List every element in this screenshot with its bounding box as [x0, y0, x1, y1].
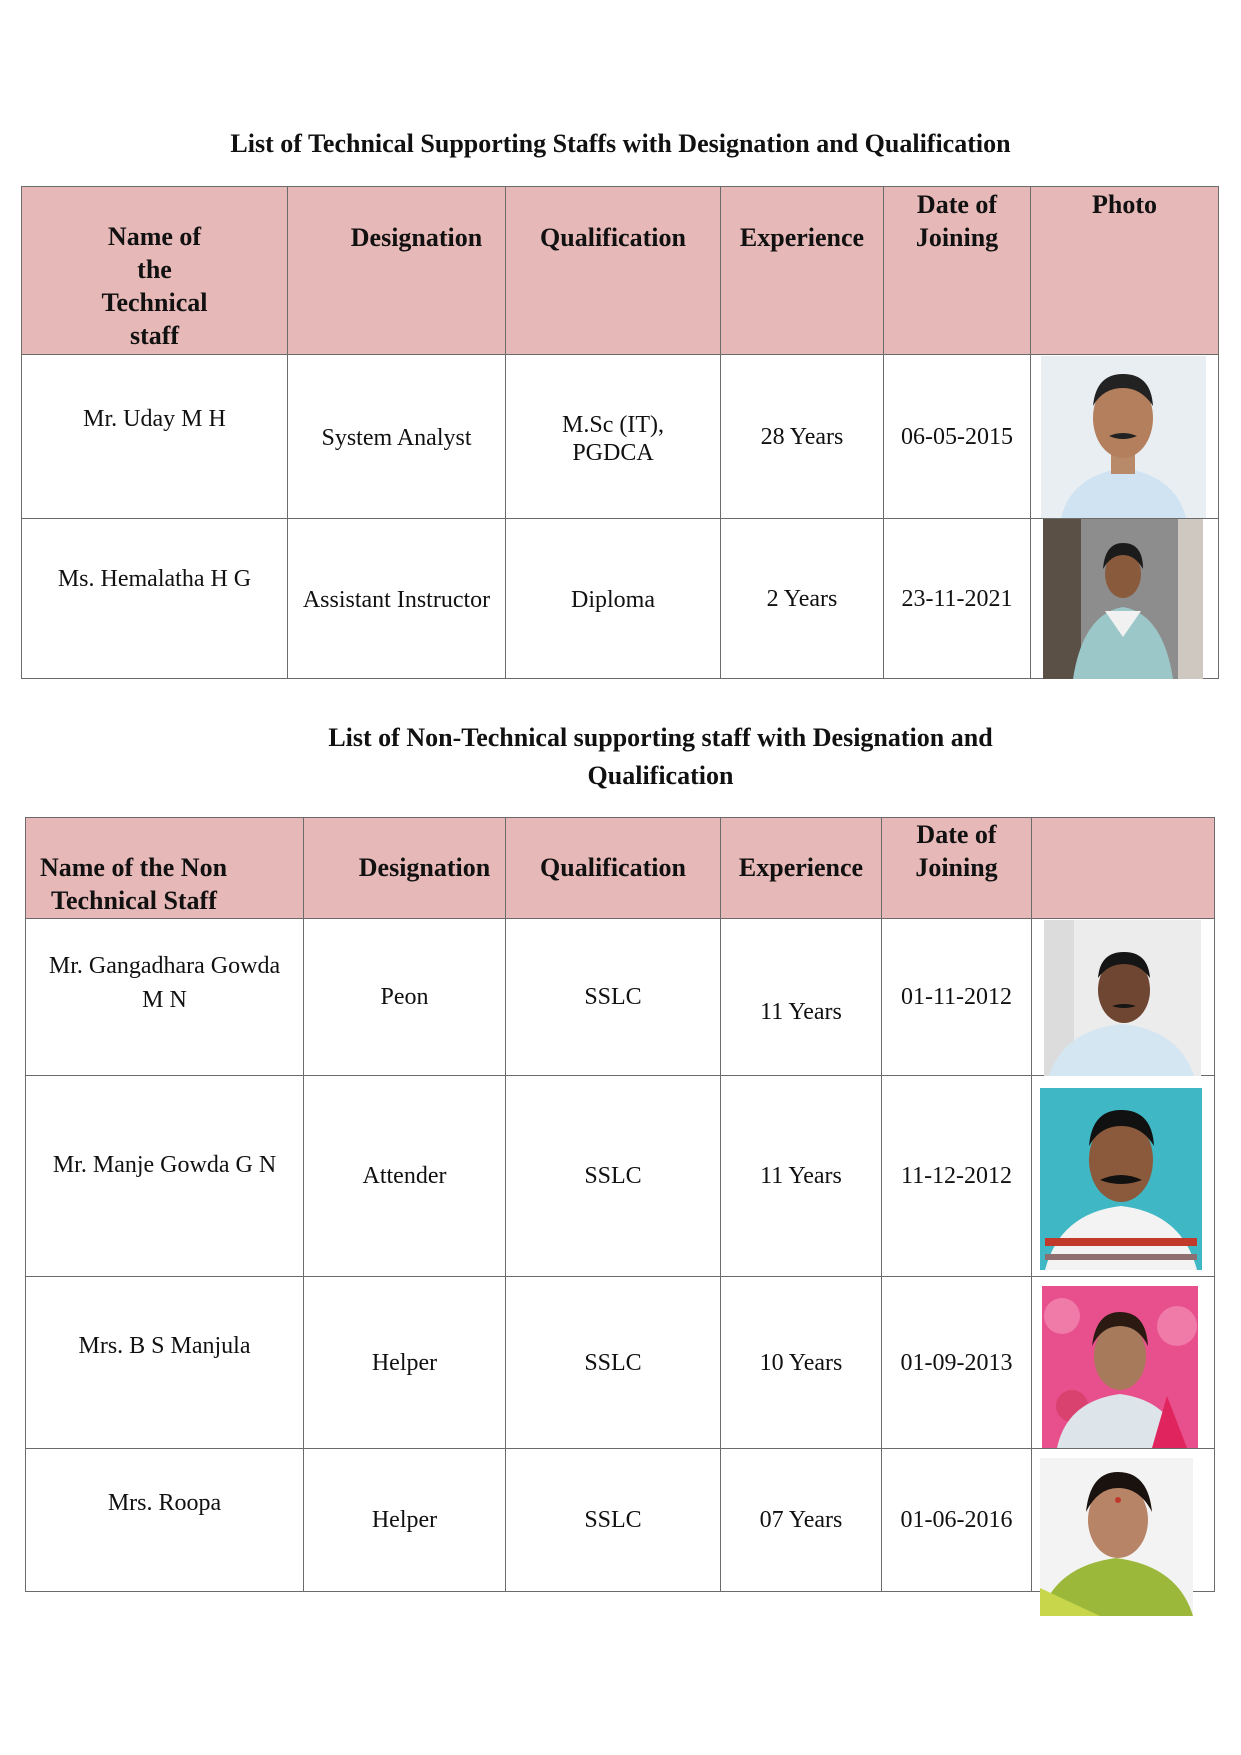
staff-name: [26, 1277, 304, 1449]
staff-photo-cell: [1032, 919, 1215, 1076]
staff-designation: Assistant Instructor: [288, 519, 506, 679]
staff-date-of-joining: 23-11-2021: [884, 519, 1031, 679]
non-technical-staff-table: [25, 817, 1215, 1592]
staff-designation: Attender: [304, 1076, 506, 1277]
staff-photo: [1041, 356, 1206, 518]
staff-photo-cell: [1031, 519, 1219, 679]
header-qualification: Qualification: [506, 187, 721, 355]
technical-staff-title: List of Technical Supporting Staffs with Designation and Qualification: [230, 129, 1011, 158]
staff-qualification: [506, 355, 721, 519]
qualification-line: Diploma: [571, 586, 655, 613]
portrait-image: [1043, 519, 1203, 679]
header-doj-line: Date of: [916, 190, 998, 219]
header-date-of-joining: [882, 818, 1032, 919]
header-designation: Designation: [288, 187, 506, 355]
staff-photo-cell: [1032, 1076, 1215, 1277]
staff-designation: System Analyst: [288, 355, 506, 519]
staff-experience: 2 Years: [721, 519, 884, 679]
header-experience: Experience: [721, 187, 884, 355]
staff-experience: 07 Years: [721, 1449, 882, 1592]
staff-experience: 10 Years: [721, 1277, 882, 1449]
title-line: Qualification: [587, 761, 734, 790]
portrait-image: [1042, 1286, 1198, 1448]
staff-date-of-joining: 06-05-2015: [884, 355, 1031, 519]
staff-photo-cell: [1031, 355, 1219, 519]
header-name-line: Technical: [101, 287, 208, 317]
staff-photo: [1040, 1088, 1202, 1270]
staff-designation: Helper: [304, 1449, 506, 1592]
staff-designation: Peon: [304, 919, 506, 1076]
staff-name: [26, 1076, 304, 1277]
header-experience: Experience: [721, 818, 882, 919]
header-name: [22, 187, 288, 355]
table-row: [22, 355, 1219, 519]
staff-qualification: SSLC: [506, 1076, 721, 1277]
staff-name-line: Mr. Gangadhara Gowda: [48, 953, 281, 979]
staff-name-line: Mr. Manje Gowda G N: [52, 1152, 277, 1178]
table-row: [26, 919, 1215, 1076]
header-name-line: Name of: [107, 221, 202, 251]
staff-experience: 28 Years: [721, 355, 884, 519]
header-name-line: the: [137, 254, 172, 284]
staff-name: [26, 919, 304, 1076]
qualification-line: PGDCA: [572, 439, 654, 466]
table-row: [26, 1076, 1215, 1277]
header-photo: Photo: [1031, 187, 1219, 355]
staff-date-of-joining: 01-06-2016: [882, 1449, 1032, 1592]
staff-photo: [1044, 920, 1201, 1076]
staff-name: Ms. Hemalatha H G: [22, 519, 288, 679]
non-technical-header-row: [26, 818, 1215, 919]
table-row: [26, 1277, 1215, 1449]
header-doj-line: Joining: [915, 853, 998, 882]
portrait-image: [1041, 356, 1206, 518]
staff-photo: [1042, 1286, 1198, 1448]
portrait-image: [1040, 1088, 1202, 1270]
header-date-of-joining: [884, 187, 1031, 355]
header-name-line: staff: [129, 320, 180, 350]
technical-staff-table: [21, 186, 1219, 679]
portrait-image: [1040, 1458, 1193, 1616]
header-name-line: Name of the Non: [40, 853, 228, 882]
table-row: [22, 519, 1219, 679]
staff-date-of-joining: 01-09-2013: [882, 1277, 1032, 1449]
table-row: [26, 1449, 1215, 1592]
staff-photo-cell: [1032, 1449, 1215, 1592]
header-name: [26, 818, 304, 919]
staff-qualification: SSLC: [506, 1449, 721, 1592]
staff-date-of-joining: 01-11-2012: [882, 919, 1032, 1076]
staff-experience: 11 Years: [721, 1076, 882, 1277]
staff-name-line: Mrs. B S Manjula: [78, 1333, 251, 1359]
header-qualification: Qualification: [506, 818, 721, 919]
staff-name-line: M N: [142, 987, 187, 1013]
header-name-line: Technical Staff: [51, 886, 217, 915]
header-doj-line: Joining: [915, 223, 999, 252]
staff-designation: Helper: [304, 1277, 506, 1449]
staff-qualification: SSLC: [506, 919, 721, 1076]
staff-name: [26, 1449, 304, 1592]
technical-header-row: [22, 187, 1219, 355]
header-photo: [1032, 818, 1215, 919]
non-technical-staff-title: [40, 719, 1241, 795]
header-doj-line: Date of: [916, 820, 997, 849]
title-line: List of Non-Technical supporting staff with Designation and: [328, 723, 993, 752]
staff-name-line: Mrs. Roopa: [107, 1490, 222, 1516]
staff-experience: 11 Years: [721, 919, 882, 1076]
portrait-image: [1044, 920, 1201, 1076]
staff-photo: [1040, 1458, 1193, 1616]
staff-date-of-joining: 11-12-2012: [882, 1076, 1032, 1277]
header-designation: Designation: [304, 818, 506, 919]
staff-name: Mr. Uday M H: [22, 355, 288, 519]
staff-photo-cell: [1032, 1277, 1215, 1449]
staff-qualification: [506, 519, 721, 679]
staff-qualification: SSLC: [506, 1277, 721, 1449]
staff-photo: [1043, 519, 1203, 679]
qualification-line: M.Sc (IT),: [562, 411, 664, 438]
